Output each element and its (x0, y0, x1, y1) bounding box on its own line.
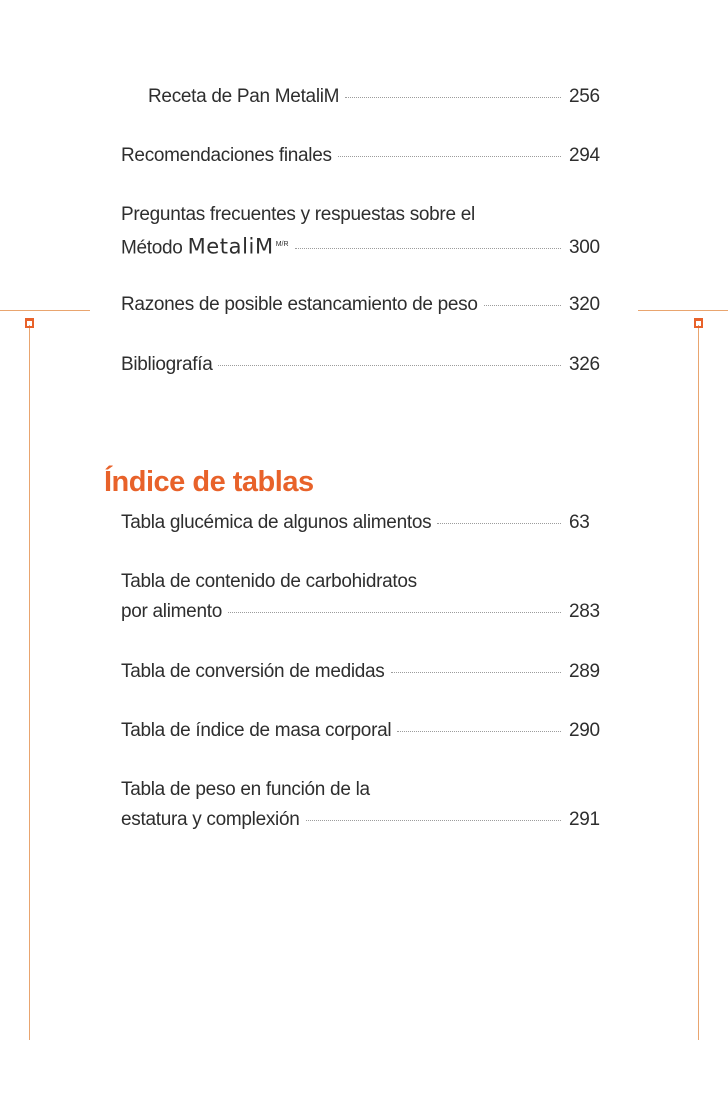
toc-entry (121, 200, 605, 263)
dot-leader (391, 672, 561, 673)
toc-entry-page: 256 (569, 86, 600, 107)
toc-entry (121, 508, 605, 538)
dot-leader (228, 612, 561, 613)
toc-entry-page: 283 (569, 601, 600, 622)
toc-entry-page: 63 (569, 512, 590, 533)
toc-entry-label: Tabla glucémica de algunos alimentos (121, 512, 432, 533)
toc-entry-label: por alimento (121, 601, 222, 622)
toc-entry-page: 291 (569, 809, 600, 830)
toc-entry (121, 290, 605, 320)
dot-leader (218, 365, 561, 366)
right-guide-line (638, 310, 728, 311)
toc-entry-label: Recomendaciones finales (121, 145, 332, 166)
toc-entry-label: Receta de Pan MetaliM (148, 86, 340, 107)
toc-entry-label: Bibliografía (121, 354, 213, 375)
toc-entry-page: 294 (569, 145, 600, 166)
left-guide-line (0, 310, 90, 311)
dot-leader (484, 305, 561, 306)
dot-leader (306, 820, 561, 821)
toc-entry-label-line1: Preguntas frecuentes y respuestas sobre el (121, 204, 475, 225)
toc-entry (121, 141, 605, 171)
dot-leader (345, 97, 561, 98)
left-registration-mark-icon (25, 318, 34, 328)
toc-entry-label (121, 230, 289, 263)
right-margin-line (698, 325, 699, 1040)
dot-leader (397, 731, 561, 732)
toc-entry-label: estatura y complexión (121, 809, 300, 830)
toc-entry (121, 350, 605, 380)
brand-name: MetaliM (187, 234, 274, 259)
toc-entry-page: 326 (569, 354, 600, 375)
toc-entry (121, 657, 605, 687)
toc-entry-page: 300 (569, 237, 600, 259)
toc-entry (121, 775, 605, 835)
toc-entry-page: 289 (569, 661, 600, 682)
dot-leader (338, 156, 561, 157)
toc-entry-label-line1: Tabla de contenido de carbohidratos (121, 571, 417, 592)
right-registration-mark-icon (694, 318, 703, 328)
toc-entry (121, 567, 605, 627)
toc-entry-label: Razones de posible estancamiento de peso (121, 294, 478, 315)
dot-leader (295, 248, 561, 249)
toc-entry (121, 716, 605, 746)
dot-leader (437, 523, 561, 524)
toc-entry-page: 320 (569, 294, 600, 315)
toc-entry (148, 82, 605, 112)
section-title: Índice de tablas (104, 466, 314, 498)
toc-entry-label-line1: Tabla de peso en función de la (121, 779, 370, 800)
toc-entry-label-prefix: Método (121, 237, 183, 259)
toc-entry-label: Tabla de conversión de medidas (121, 661, 385, 682)
brand-mark: M/R (275, 241, 289, 248)
toc-entry-page: 290 (569, 720, 600, 741)
toc-entry-label: Tabla de índice de masa corporal (121, 720, 392, 741)
left-margin-line (29, 325, 30, 1040)
